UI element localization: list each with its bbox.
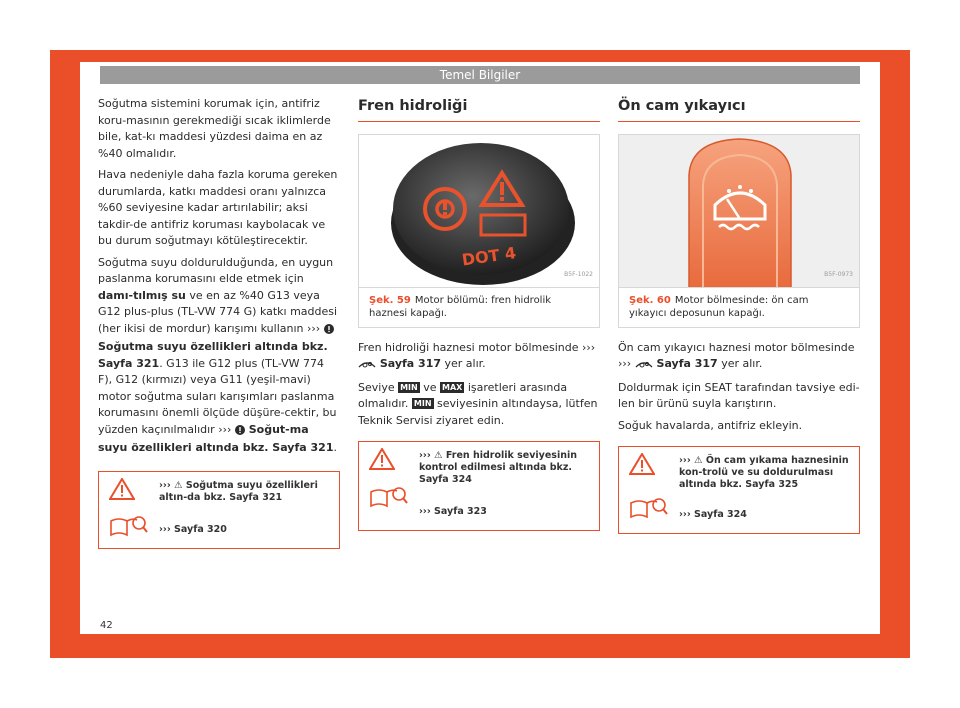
paragraph: Soğutma sistemini korumak için, antifriz koru-masının gerekmediği sıcak iklimlerde bile, kat-kı maddesi yüzdesi daima en az %40 olmalıdır. [98, 97, 331, 160]
figure-caption: Şek. 59 Motor bölümü: fren hidrolik haznesi kapağı. [358, 288, 600, 328]
warning-box [618, 446, 860, 534]
warning-box [98, 471, 340, 549]
warning-triangle-icon [629, 465, 655, 478]
info-circle-icon [235, 424, 245, 441]
paragraph: Doldurmak için SEAT tarafından tavsiye edi-len bir ürünü suyla karıştırın. [618, 380, 860, 410]
column-windshield-washer [618, 96, 860, 534]
section-title: Ön cam yıkayıcı [618, 98, 860, 122]
dot4-label: DOT 4 [460, 242, 518, 270]
engine-compartment-icon [635, 358, 653, 375]
warning-triangle-icon [109, 490, 135, 503]
warning-link[interactable]: ››› ⚠ Soğutma suyu özellikleri altın-da bkz. Sayfa 321 [159, 479, 318, 503]
book-search-icon [369, 484, 413, 516]
washer-cap-illustration [619, 135, 860, 288]
paragraph: Soğuk havalarda, antifriz ekleyin. [618, 418, 803, 432]
paragraph: Seviye MIN ve MAX işaretleri arasında olmalıdır. MIN seviyesinin altındaysa, lütfen Teknik Servisi ziyaret edin. [358, 380, 598, 427]
warning-link[interactable]: ››› ⚠ Ön cam yıkama haznesinin kon-trolü ve su doldurulması altında bkz. Sayfa 325 [679, 455, 849, 490]
warning-triangle-icon [369, 460, 395, 473]
figure-caption: Şek. 60 Motor bölmesinde: ön cam yıkayıcı deposunun kapağı. [618, 288, 860, 328]
link-coolant-spec-2[interactable]: Soğut-ma suyu özellikleri altında bkz. Sayfa 321 [98, 422, 334, 454]
min-mark: MIN [400, 382, 418, 392]
book-search-icon [629, 495, 673, 527]
max-mark: MAX [442, 382, 463, 392]
figure-code: B5F-1022 [564, 271, 593, 278]
figure-brake-cap [358, 134, 600, 288]
paragraph: Ön cam yıkayıcı haznesi motor bölmesinde ››› Sayfa 317 yer alır. [618, 340, 860, 375]
warning-box [358, 441, 600, 531]
min-mark: MIN [413, 399, 432, 408]
reference-link[interactable]: ››› Sayfa 320 [159, 523, 227, 535]
info-circle-icon [324, 323, 334, 340]
paragraph: Fren hidroliği haznesi motor bölmesinde ››› Sayfa 317 yer alır. [358, 340, 600, 375]
warning-link[interactable]: ››› ⚠ Fren hidrolik seviyesinin kontrol edilmesi altında bkz. Sayfa 324 [419, 450, 578, 485]
reference-link[interactable]: ››› Sayfa 323 [419, 506, 487, 517]
column-coolant [98, 96, 340, 549]
page-number: 42 [100, 620, 113, 631]
engine-compartment-icon [358, 358, 376, 375]
column-brake-fluid [358, 96, 600, 531]
link-page-317[interactable]: Sayfa 317 [652, 357, 718, 370]
brake-cap-illustration [359, 135, 600, 288]
section-title: Fren hidroliği [358, 98, 600, 122]
link-page-317[interactable]: Sayfa 317 [376, 357, 442, 370]
figure-code: B5F-0973 [824, 271, 853, 278]
link-coolant-spec[interactable]: Soğutma suyu özellikleri altında bkz. Sayfa 321 [98, 340, 328, 370]
reference-link[interactable]: ››› Sayfa 324 [679, 509, 747, 520]
paragraph: Soğutma suyu doldurulduğunda, en uygun paslanma korumasını elde etmek için damı-tılmış su ve en az %40 G13 veya G12 plus-plus (TL-VW 774 G) katkı maddesi (her ikisi de mordur) karışımı kullanın ››› Soğutma suyu özellikleri altında bkz. Sayfa 321. G13 ile G12 plus (TL-VW 774 F), G12 (kırmızı) veya G11 (yeşil-mavi) motor soğutma suları karışımları paslanma korumasını önemli ölçüde düşüre-cektir, bu yüzden kaçınılmalıdır ››› Soğut-ma suyu özellikleri altında bkz. Sayfa 321. [98, 255, 338, 454]
book-search-icon [109, 513, 153, 545]
header-title: Temel Bilgiler [100, 66, 860, 84]
paragraph: Hava nedeniyle daha fazla koruma gereken durumlarda, katkı maddesi oranı yalnızca %60 seviyesine kadar artırılabilir; aksi takdir-de antifriz koruması kaybolacak ve bu durum soğutmayı kötüleştirecektir. [98, 168, 338, 247]
figure-washer-cap [618, 134, 860, 288]
